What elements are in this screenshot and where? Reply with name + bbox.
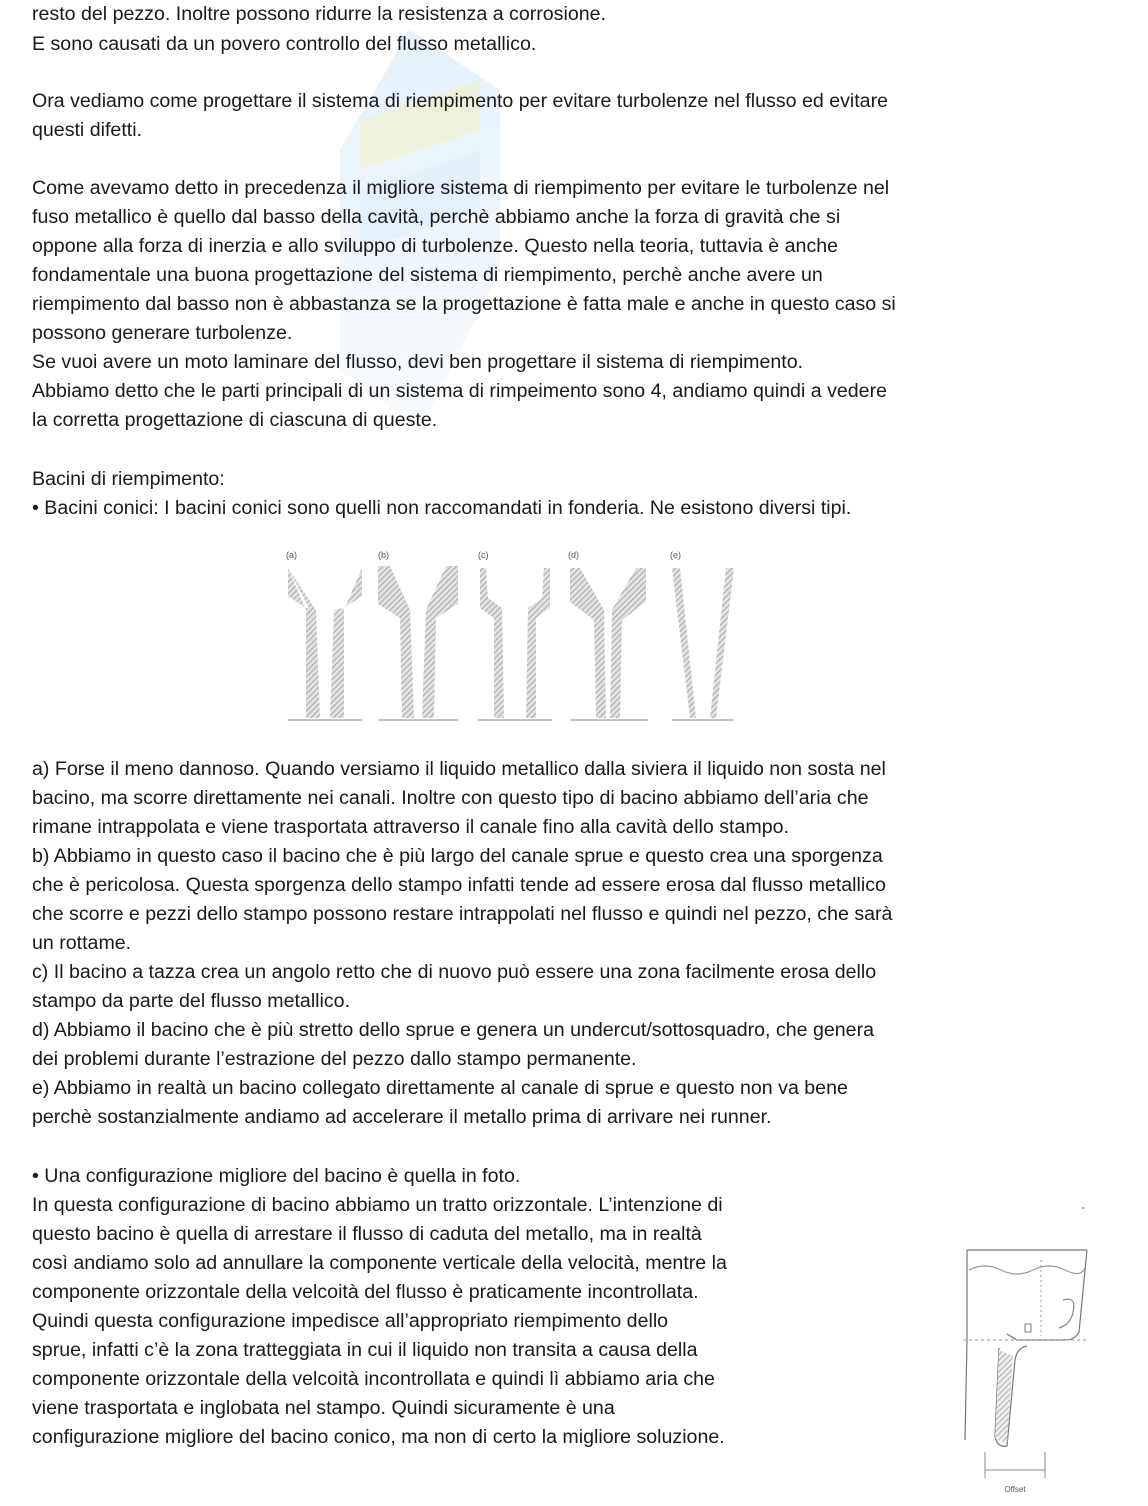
text-line: Abbiamo detto che le parti principali di un sistema di rimpeimento sono 4, andiamo quindi a vedere [32, 380, 887, 402]
basin-offset-figure [955, 1200, 1105, 1500]
bullet-item: • Una configurazione migliore del bacino è quella in foto. [32, 1165, 521, 1187]
text-line: fondamentale una buona progettazione del sistema di riempimento, perchè anche avere un [32, 264, 823, 286]
text-line: E sono causati da un povero controllo del flusso metallico. [32, 33, 537, 55]
basin-c-shape [478, 568, 552, 720]
basin-a-shape [288, 568, 362, 720]
text-line: questo bacino è quella di arrestare il flusso di caduta del metallo, ma in realtà [32, 1223, 702, 1245]
figure-label-e: (e) [670, 550, 681, 560]
text-line: la corretta progettazione di ciascuna di queste. [32, 409, 438, 431]
bullet-item: • Bacini conici: I bacini conici sono quelli non raccomandati in fonderia. Ne esistono diversi tipi. [32, 497, 852, 519]
text-line: configurazione migliore del bacino conico, ma non di certo la migliore soluzione. [32, 1426, 725, 1448]
text-line: questi difetti. [32, 119, 143, 141]
text-line: componente orizzontale della velcoità del flusso è praticamente incontrollata. [32, 1281, 699, 1303]
stray-dot [1082, 1207, 1084, 1209]
text-line: fuso metallico è quello dal basso della cavità, perchè abbiamo anche la forza di gravità che si [32, 206, 841, 228]
text-line: un rottame. [32, 932, 132, 954]
conical-basins-figure [282, 548, 740, 726]
text-line: a) Forse il meno dannoso. Quando versiamo il liquido metallico dalla siviera il liquido non sosta nel [32, 758, 886, 780]
text-line: oppone alla forza di inerzia e allo sviluppo di turbolenze. Questo nella teoria, tuttavia è anche [32, 235, 839, 257]
figure-label-b: (b) [378, 550, 389, 560]
text-line: viene trasportata e inglobata nel stampo. Quindi sicuramente è una [32, 1397, 615, 1419]
figure-label-d: (d) [568, 550, 579, 560]
text-line: dei problemi durante l’estrazione del pezzo dallo stampo permanente. [32, 1048, 637, 1070]
text-line: rimane intrappolata e viene trasportata attraverso il canale fino alla cavità dello stampo. [32, 816, 789, 838]
offset-dimension [985, 1452, 1045, 1478]
text-line: e) Abbiamo in realtà un bacino collegato direttamente al canale di sprue e questo non va bene [32, 1077, 848, 1099]
text-line: Come avevamo detto in precedenza il migliore sistema di riempimento per evitare le turbolenze nel [32, 177, 890, 199]
text-line: d) Abbiamo il bacino che è più stretto dello sprue e genera un undercut/sottosquadro, che genera [32, 1019, 874, 1041]
text-line: stampo da parte del flusso metallico. [32, 990, 351, 1012]
text-line: Ora vediamo come progettare il sistema di riempimento per evitare turbolenze nel flusso ed evitare [32, 90, 889, 112]
basin-outline [963, 1250, 1087, 1446]
text-line: che scorre e pezzi dello stampo possono restare intrappolati nel flusso e quindi nel pezzo, che sarà [32, 903, 893, 925]
section-heading: Bacini di riempimento: [32, 468, 225, 490]
text-line: Quindi questa configurazione impedisce all’appropriato riempimento dello [32, 1310, 669, 1332]
basin-e-shape [672, 568, 734, 720]
basin-b-shape [378, 566, 458, 720]
offset-label: Offset [1004, 1485, 1026, 1494]
text-line: b) Abbiamo in questo caso il bacino che è più largo del canale sprue e questo crea una sporgenza [32, 845, 883, 867]
runner-marker [1025, 1324, 1031, 1332]
text-line: che è pericolosa. Questa sporgenza dello stampo infatti tende ad essere erosa dal flusso metallico [32, 874, 886, 896]
figure-label-a: (a) [286, 550, 297, 560]
text-line: sprue, infatti c’è la zona tratteggiata in cui il liquido non transita a causa della [32, 1339, 698, 1361]
text-line: c) Il bacino a tazza crea un angolo retto che di nuovo può essere una zona facilmente erosa dello [32, 961, 877, 983]
basin-d-shape [570, 568, 648, 720]
text-line: In questa configurazione di bacino abbiamo un tratto orizzontale. L’intenzione di [32, 1194, 723, 1216]
text-line: possono generare turbolenze. [32, 322, 293, 344]
text-line: Se vuoi avere un moto laminare del flusso, devi ben progettare il sistema di riempimento. [32, 351, 804, 373]
text-line: resto del pezzo. Inoltre possono ridurre la resistenza a corrosione. [32, 3, 606, 25]
text-line: bacino, ma scorre direttamente nei canali. Inoltre con questo tipo di bacino abbiamo dell’aria che [32, 787, 869, 809]
text-line: riempimento dal basso non è abbastanza se la progettazione è fatta male e anche in questo caso si [32, 293, 896, 315]
figure-label-c: (c) [478, 550, 489, 560]
text-line: componente orizzontale della velcoità incontrollata e quindi lì abbiamo aria che [32, 1368, 715, 1390]
text-line: così andiamo solo ad annullare la componente verticale della velocità, mentre la [32, 1252, 727, 1274]
text-line: perchè sostanzialmente andiamo ad accelerare il metallo prima di arrivare nei runner. [32, 1106, 772, 1128]
